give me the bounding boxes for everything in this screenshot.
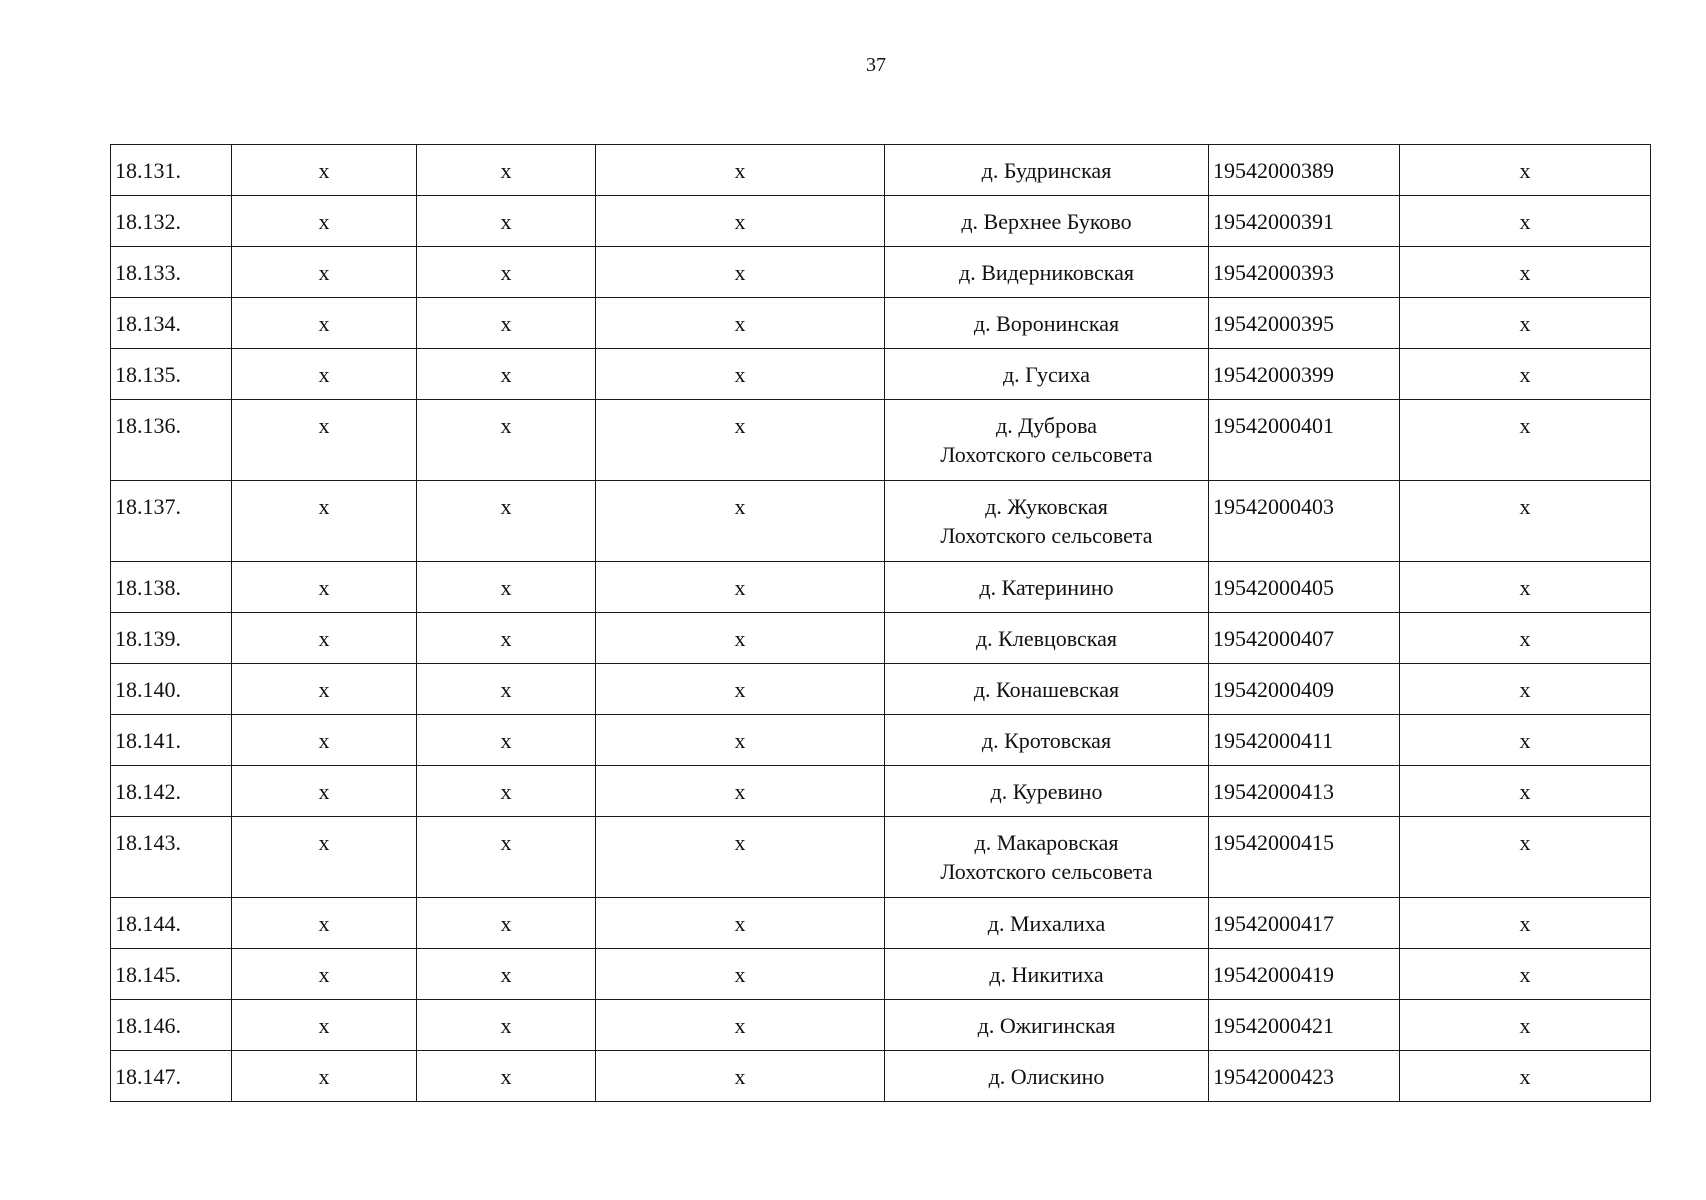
x-cell: x xyxy=(596,1000,885,1051)
settlement-name-cell xyxy=(885,562,1209,613)
settlement-name-cell xyxy=(885,613,1209,664)
x-cell: x xyxy=(232,1051,417,1102)
x-cell: x xyxy=(232,949,417,1000)
x-cell: x xyxy=(596,145,885,196)
x-cell: x xyxy=(232,349,417,400)
settlement-name-line: д. Гусиха xyxy=(1002,362,1091,387)
oktmo-code-cell: 19542000391 xyxy=(1209,196,1400,247)
settlement-name-cell xyxy=(885,715,1209,766)
settlement-name-cell xyxy=(885,664,1209,715)
settlement-name-cell xyxy=(885,898,1209,949)
settlement-name-cell xyxy=(885,949,1209,1000)
x-cell: x xyxy=(232,1000,417,1051)
oktmo-code-cell: 19542000393 xyxy=(1209,247,1400,298)
x-cell: x xyxy=(1400,349,1651,400)
table-row xyxy=(111,766,1651,817)
x-cell: x xyxy=(596,247,885,298)
x-cell: x xyxy=(1400,196,1651,247)
oktmo-code-cell: 19542000407 xyxy=(1209,613,1400,664)
table-row xyxy=(111,298,1651,349)
x-cell: x xyxy=(232,247,417,298)
row-number-cell: 18.141. xyxy=(111,715,232,766)
table-row xyxy=(111,613,1651,664)
oktmo-code-cell: 19542000421 xyxy=(1209,1000,1400,1051)
x-cell: x xyxy=(232,481,417,562)
table-row xyxy=(111,247,1651,298)
oktmo-code-cell: 19542000413 xyxy=(1209,766,1400,817)
settlement-name-line: д. Воронинская xyxy=(973,311,1120,336)
x-cell: x xyxy=(1400,715,1651,766)
table-row xyxy=(111,481,1651,562)
table-row xyxy=(111,817,1651,898)
settlement-name-line: Лохотского сельсовета xyxy=(940,859,1153,884)
oktmo-code-cell: 19542000417 xyxy=(1209,898,1400,949)
oktmo-code-cell: 19542000395 xyxy=(1209,298,1400,349)
settlement-name-cell xyxy=(885,1000,1209,1051)
x-cell: x xyxy=(417,715,596,766)
x-cell: x xyxy=(232,145,417,196)
settlement-name-line: Лохотского сельсовета xyxy=(940,523,1153,548)
x-cell: x xyxy=(1400,1000,1651,1051)
settlement-name-cell xyxy=(885,298,1209,349)
table-body xyxy=(111,145,1651,1102)
x-cell: x xyxy=(596,664,885,715)
settlement-name-cell xyxy=(885,145,1209,196)
table-row xyxy=(111,898,1651,949)
oktmo-code-cell: 19542000399 xyxy=(1209,349,1400,400)
x-cell: x xyxy=(1400,1051,1651,1102)
x-cell: x xyxy=(232,298,417,349)
oktmo-code-cell: 19542000419 xyxy=(1209,949,1400,1000)
x-cell: x xyxy=(417,400,596,481)
x-cell: x xyxy=(417,1000,596,1051)
x-cell: x xyxy=(596,898,885,949)
x-cell: x xyxy=(596,715,885,766)
settlement-name-line: д. Конашевская xyxy=(973,677,1120,702)
row-number-cell: 18.139. xyxy=(111,613,232,664)
x-cell: x xyxy=(596,400,885,481)
table-row xyxy=(111,400,1651,481)
settlement-name-cell xyxy=(885,766,1209,817)
settlement-name-line: д. Жуковская xyxy=(985,494,1108,519)
x-cell: x xyxy=(232,613,417,664)
oktmo-code-cell: 19542000415 xyxy=(1209,817,1400,898)
x-cell: x xyxy=(596,298,885,349)
settlement-name-line: д. Ожигинская xyxy=(977,1013,1116,1038)
row-number-cell: 18.134. xyxy=(111,298,232,349)
table-row xyxy=(111,949,1651,1000)
settlement-name-line: д. Видерниковская xyxy=(959,260,1134,285)
x-cell: x xyxy=(596,766,885,817)
x-cell: x xyxy=(417,298,596,349)
settlement-name-cell xyxy=(885,481,1209,562)
settlement-name-line: д. Куревино xyxy=(990,779,1103,804)
settlement-name-line: д. Катеринино xyxy=(979,575,1114,600)
settlement-name-line: д. Михалиха xyxy=(987,911,1106,936)
oktmo-code-cell: 19542000423 xyxy=(1209,1051,1400,1102)
settlement-name-cell xyxy=(885,817,1209,898)
table-row xyxy=(111,196,1651,247)
x-cell: x xyxy=(1400,481,1651,562)
x-cell: x xyxy=(417,1051,596,1102)
settlement-name-line: д. Олискино xyxy=(988,1064,1105,1089)
x-cell: x xyxy=(1400,898,1651,949)
settlement-name-line: д. Кротовская xyxy=(981,728,1112,753)
table-row xyxy=(111,1051,1651,1102)
x-cell: x xyxy=(232,664,417,715)
oktmo-code-cell: 19542000411 xyxy=(1209,715,1400,766)
x-cell: x xyxy=(1400,562,1651,613)
row-number-cell: 18.136. xyxy=(111,400,232,481)
x-cell: x xyxy=(232,715,417,766)
x-cell: x xyxy=(1400,817,1651,898)
x-cell: x xyxy=(417,949,596,1000)
x-cell: x xyxy=(417,349,596,400)
row-number-cell: 18.143. xyxy=(111,817,232,898)
x-cell: x xyxy=(232,898,417,949)
oktmo-code-cell: 19542000409 xyxy=(1209,664,1400,715)
settlement-name-cell xyxy=(885,349,1209,400)
x-cell: x xyxy=(1400,145,1651,196)
table-row xyxy=(111,664,1651,715)
table-row xyxy=(111,1000,1651,1051)
x-cell: x xyxy=(1400,247,1651,298)
x-cell: x xyxy=(232,400,417,481)
x-cell: x xyxy=(596,196,885,247)
settlement-name-line: д. Дуброва xyxy=(996,413,1097,438)
x-cell: x xyxy=(417,664,596,715)
row-number-cell: 18.138. xyxy=(111,562,232,613)
x-cell: x xyxy=(232,562,417,613)
row-number-cell: 18.140. xyxy=(111,664,232,715)
row-number-cell: 18.133. xyxy=(111,247,232,298)
x-cell: x xyxy=(417,247,596,298)
x-cell: x xyxy=(417,898,596,949)
x-cell: x xyxy=(596,817,885,898)
x-cell: x xyxy=(417,817,596,898)
x-cell: x xyxy=(417,613,596,664)
x-cell: x xyxy=(596,1051,885,1102)
x-cell: x xyxy=(596,949,885,1000)
oktmo-code-cell: 19542000405 xyxy=(1209,562,1400,613)
x-cell: x xyxy=(417,196,596,247)
row-number-cell: 18.147. xyxy=(111,1051,232,1102)
settlement-name-line: д. Макаровская xyxy=(974,830,1119,855)
page-number: 37 xyxy=(866,54,886,76)
x-cell: x xyxy=(1400,949,1651,1000)
settlement-name-line: д. Никитиха xyxy=(989,962,1104,987)
settlement-name-line: Лохотского сельсовета xyxy=(940,442,1153,467)
x-cell: x xyxy=(1400,298,1651,349)
x-cell: x xyxy=(232,196,417,247)
x-cell: x xyxy=(596,349,885,400)
x-cell: x xyxy=(417,481,596,562)
settlement-name-cell xyxy=(885,247,1209,298)
x-cell: x xyxy=(596,562,885,613)
settlement-name-cell xyxy=(885,196,1209,247)
settlements-table xyxy=(110,144,1651,1102)
x-cell: x xyxy=(232,817,417,898)
row-number-cell: 18.137. xyxy=(111,481,232,562)
oktmo-code-cell: 19542000401 xyxy=(1209,400,1400,481)
table-row xyxy=(111,145,1651,196)
table-row xyxy=(111,715,1651,766)
table-row xyxy=(111,562,1651,613)
x-cell: x xyxy=(1400,400,1651,481)
settlement-name-line: д. Клевцовская xyxy=(975,626,1118,651)
x-cell: x xyxy=(417,766,596,817)
settlement-name-cell xyxy=(885,400,1209,481)
row-number-cell: 18.144. xyxy=(111,898,232,949)
row-number-cell: 18.146. xyxy=(111,1000,232,1051)
table-row xyxy=(111,349,1651,400)
x-cell: x xyxy=(1400,766,1651,817)
x-cell: x xyxy=(417,145,596,196)
row-number-cell: 18.131. xyxy=(111,145,232,196)
x-cell: x xyxy=(596,613,885,664)
oktmo-code-cell: 19542000403 xyxy=(1209,481,1400,562)
oktmo-code-cell: 19542000389 xyxy=(1209,145,1400,196)
row-number-cell: 18.145. xyxy=(111,949,232,1000)
settlement-name-cell xyxy=(885,1051,1209,1102)
x-cell: x xyxy=(417,562,596,613)
row-number-cell: 18.142. xyxy=(111,766,232,817)
row-number-cell: 18.132. xyxy=(111,196,232,247)
x-cell: x xyxy=(1400,664,1651,715)
row-number-cell: 18.135. xyxy=(111,349,232,400)
x-cell: x xyxy=(232,766,417,817)
x-cell: x xyxy=(1400,613,1651,664)
x-cell: x xyxy=(596,481,885,562)
settlement-name-line: д. Будринская xyxy=(981,158,1112,183)
settlement-name-line: д. Верхнее Буково xyxy=(961,209,1132,234)
